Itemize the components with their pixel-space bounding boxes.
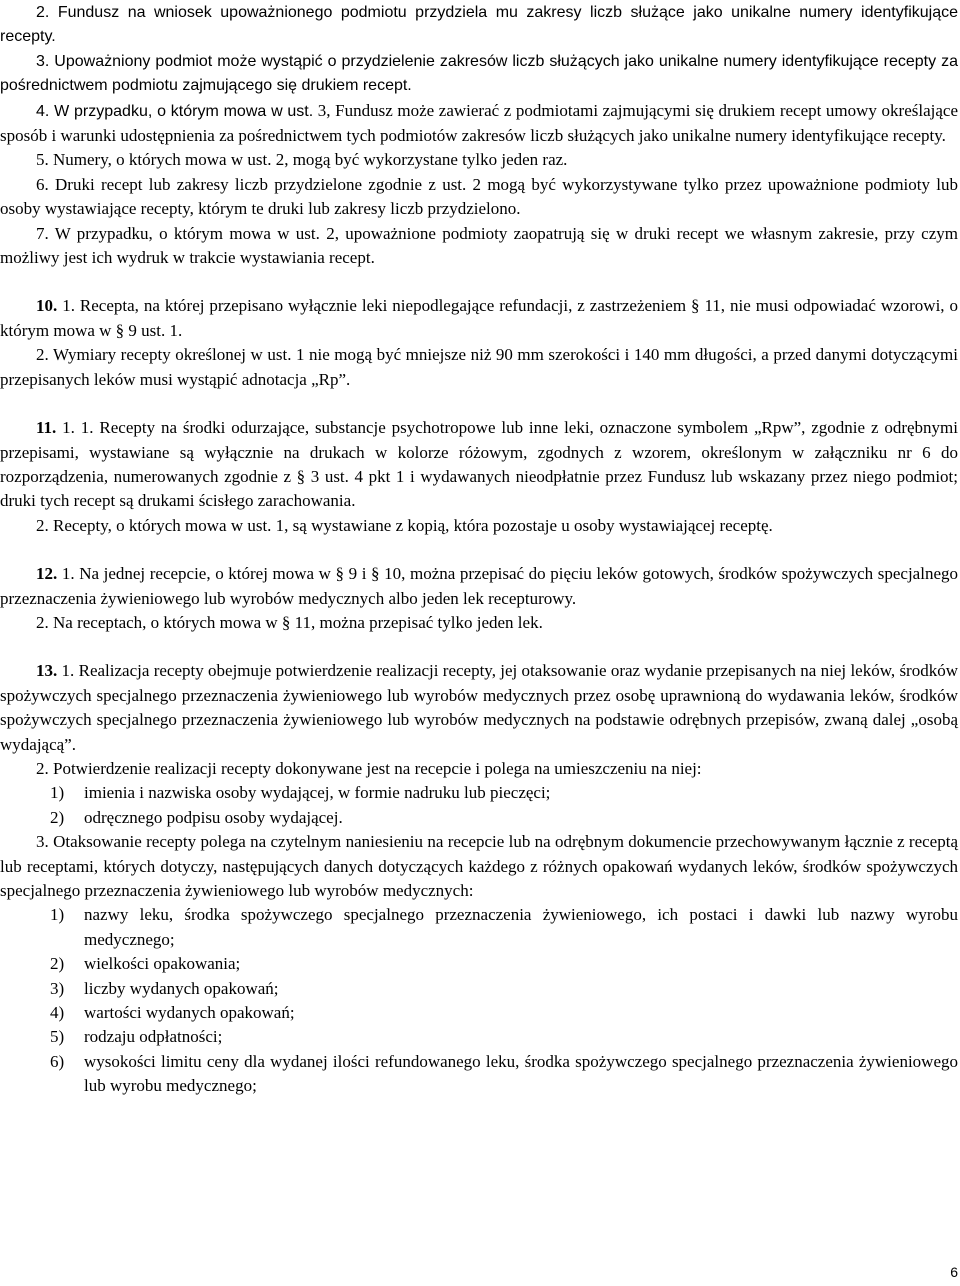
list-item-number: 2)	[50, 954, 65, 974]
section-10-p2: 2. Wymiary recepty określonej w ust. 1 nie mogą być mniejsze niż 90 mm szerokości i 140 mm długości, a przed danymi dotyczącymi przepisanych leków musi wystąpić adnotacja „Rp”.	[0, 345, 958, 389]
list-item-text: wysokości limitu ceny dla wydanej ilości refundowanego leku, środka spożywczego specjalnego przeznaczenia żywieniowego lub wyrobu medycznego;	[84, 1051, 958, 1096]
section-13-p2: 2. Potwierdzenie realizacji recepty dokonywane jest na recepcie i polega na umieszczeniu na niej:	[36, 758, 702, 778]
section-label: 11.	[36, 418, 57, 438]
paragraph	[0, 99, 958, 149]
paragraph-lead: 4. W przypadku, o którym mowa w ust.	[36, 102, 314, 120]
section-label: 10.	[36, 296, 58, 316]
section-label: 12.	[36, 564, 58, 584]
list-item-number: 5)	[50, 1027, 65, 1047]
section-13-p1	[0, 659, 958, 757]
list-item-text: nazwy leku, środka spożywczego specjalnego przeznaczenia żywieniowego, ich postaci i dawki lub nazwy wyrobu medycznego;	[84, 905, 958, 949]
paragraph-text: 1. Na jednej recepcie, o której mowa w § 9 i § 10, można przepisać do pięciu leków gotowych, środków spożywczych specjalnego przeznaczenia żywieniowego lub wyrobów medycznych albo jeden lek recepturowy.	[0, 564, 958, 608]
list-item	[0, 1050, 958, 1099]
list-item-text: wielkości opakowania;	[84, 954, 241, 974]
section-12-p2: 2. Na receptach, o których mowa w § 11, można przepisać tylko jeden lek.	[36, 612, 543, 632]
section-10-p1	[0, 294, 958, 343]
list-item-text: imienia i nazwiska osoby wydającej, w formie nadruku lub pieczęci;	[84, 783, 551, 803]
paragraph: 2. Fundusz na wniosek upoważnionego podmiotu przydziela mu zakresy liczb służące jako unikalne numery identyfikujące recepty.	[0, 4, 958, 46]
list-item-text: odręcznego podpisu osoby wydającej.	[84, 807, 343, 827]
list-item-number: 3)	[50, 978, 65, 998]
list-item-number: 1)	[50, 783, 65, 803]
paragraph-text: 3, Fundusz może zawierać z podmiotami zajmującymi się drukiem recept umowy określające sposób i warunki udostępnienia za pośrednictwem tych podmiotów zakresów liczb służących jako unikalne numery identyfikujące recepty.	[0, 100, 958, 146]
paragraph: 5. Numery, o których mowa w ust. 2, mogą być wykorzystane tylko jeden raz.	[36, 150, 568, 170]
section-label: 13.	[36, 661, 58, 681]
list-item	[0, 1025, 958, 1049]
paragraph-text: 1. Realizacja recepty obejmuje potwierdzenie realizacji recepty, jej otaksowanie oraz wydanie przepisanych na niej leków, środków spożywczych specjalnego przeznaczenia żywieniowego lub wyrobów medycznych przez osobę uprawnioną do wydawania leków, środków spożywczych specjalnego przeznaczenia żywieniowego lub wyrobów medycznych na podstawie odrębnych przepisów, zwaną dalej „osobą wydającą”.	[0, 661, 958, 754]
section-12-p1	[0, 562, 958, 611]
paragraph: 6. Druki recept lub zakresy liczb przydzielone zgodnie z ust. 2 mogą być wykorzystywane tylko przez upoważnione podmioty lub osoby wystawiające recepty, którym te druki lub zakresy liczb przydzielono.	[0, 174, 958, 219]
list-item-text: wartości wydanych opakowań;	[84, 1003, 295, 1023]
paragraph: 3. Upoważniony podmiot może wystąpić o przydzielenie zakresów liczb służących jako unikalne numery identyfikujące recepty za pośrednictwem podmiotu zajmującego się drukiem recept.	[0, 52, 958, 95]
list-item-number: 1)	[50, 905, 65, 925]
list-item-number: 4)	[50, 1003, 65, 1023]
list-item-text: rodzaju odpłatności;	[84, 1027, 223, 1047]
list-item	[0, 977, 958, 1001]
list-item-number: 2)	[50, 807, 65, 827]
list-item-number: 6)	[50, 1051, 65, 1071]
paragraph-text: 1. 1. Recepty na środki odurzające, substancje psychotropowe lub inne leki, oznaczone symbolem „Rpw”, zgodnie z odrębnymi przepisami, wystawiane są wyłącznie na drukach w kolorze różowym, zgodnych z wzorem, określonym w załączniku nr 6 do rozporządzenia, numerowanych zgodnie z § 3 ust. 4 pkt 1 i wydawanych nieodpłatnie przez Fundusz lub wskazany przez niego podmiot; druki tych recept są drukami ścisłego zarachowania.	[0, 418, 958, 511]
list-item	[0, 903, 958, 952]
list-taxation	[0, 903, 958, 1098]
list-item	[0, 1001, 958, 1025]
list-item-text: liczby wydanych opakowań;	[84, 978, 279, 998]
page-number: 6	[950, 1263, 958, 1280]
section-11-p2: 2. Recepty, o których mowa w ust. 1, są wystawiane z kopią, która pozostaje u osoby wystawiającej receptę.	[36, 515, 773, 535]
list-item	[0, 781, 958, 805]
list-item	[0, 952, 958, 976]
section-13-p3: 3. Otaksowanie recepty polega na czytelnym naniesieniu na recepcie lub na odrębnym dokumencie przechowywanym łącznie z receptą lub receptami, których dotyczy, następujących danych dotyczących każdego z różnych opakowań wydanych leków, środków spożywczych specjalnego przeznaczenia żywieniowego lub wyrobów medycznych:	[0, 832, 958, 900]
list-confirmation	[0, 781, 958, 830]
list-item	[0, 806, 958, 830]
section-11-p1	[0, 416, 958, 514]
paragraph-text: 1. Recepta, na której przepisano wyłącznie leki niepodlegające refundacji, z zastrzeżeniem § 11, nie musi odpowiadać wzorowi, o którym mowa w § 9 ust. 1.	[0, 296, 958, 340]
paragraph: 7. W przypadku, o którym mowa w ust. 2, upoważnione podmioty zaopatrują się w druki recept we własnym zakresie, przy czym możliwy jest ich wydruk w trakcie wystawiania recept.	[0, 223, 958, 268]
